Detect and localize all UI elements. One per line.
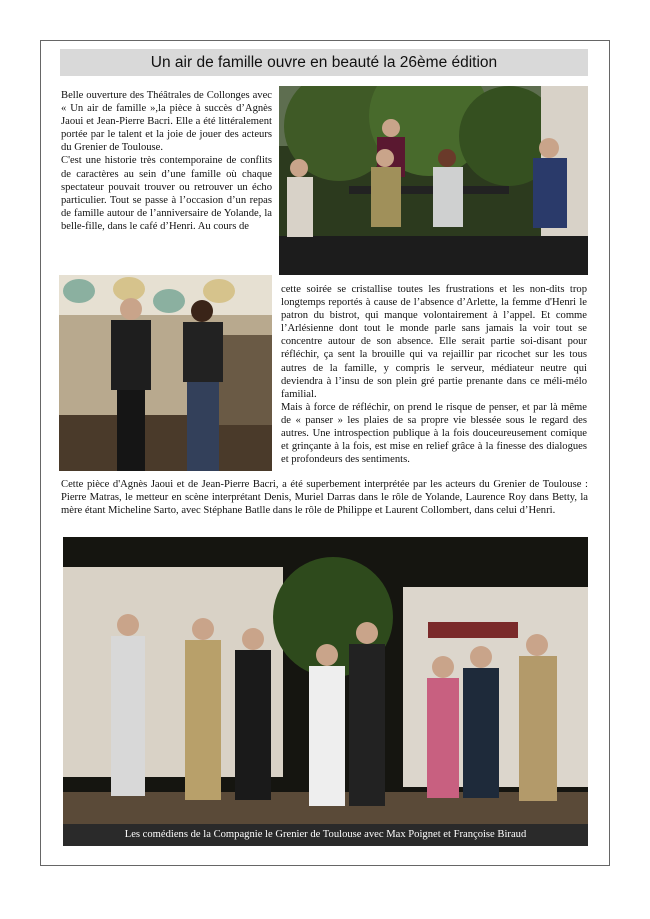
- text-column-right: [281, 283, 587, 466]
- photo-caption: Les comédiens de la Compagnie le Grenier de Toulouse avec Max Poignet et Françoise Biraud: [63, 824, 588, 846]
- photo-cast-stage: [63, 537, 588, 824]
- text-column-left: [61, 89, 272, 233]
- paragraph-cast: Cette pièce d'Agnès Jaoui et de Jean-Pierre Bacri, a été superbement interprétée par les acteurs du Grenier de Toulouse : Pierre Matras, le metteur en scène interprétant Denis, Muriel Darras dans le rôle de Yolande, Laurence Roy dans Betty, la mère étant Micheline Sarto, avec Stéphane Batlle dans le rôle de Philippe et Laurent Collombert, dans celui d’Henri.: [61, 479, 588, 517]
- paragraph-story: C'est une historie très contemporaine de conflits de caractères au sein d’une famille où chaque spectateur pouvait trouver ou retrouver un écho particulier. Tout se passe à l’occasion d’un repas de famille autour de l’anniversaire de Yolande, la belle-fille, dans le café d’Henri. Au cours de: [61, 155, 272, 232]
- paragraph-intro: Belle ouverture des Théâtrales de Collonges avec « Un air de famille »,la pièce à succès d’Agnès Jaoui et Jean-Pierre Bacri. Elle a été littéralement portée par le talent et la joie de jouer des acteurs du Grenier de Toulouse.: [61, 90, 272, 154]
- paragraph-evening: cette soirée se cristallise toutes les frustrations et les non-dits trop longtemps reportés à cause de l’absence d’Arlette, la femme d'Henri le patron du bistrot, qui manque volontairement à l’appel. Et comme l’Arlésienne dont tout le monde parle sans jamais la voir tout se concentre autour de son absence. Elle serait partie soi-disant pour réfléchir, ça sent la brouille qui va rejaillir par ricochet sur les tous autres de la famille, y compris le serveur, médiateur neutre qui deviendra à l’insu de son plein gré partie prenante dans ce méli-mélo familial.: [281, 284, 587, 400]
- photo-couple-cafe: [59, 275, 272, 471]
- article-title: Un air de famille ouvre en beauté la 26ème édition: [150, 54, 498, 71]
- paragraph-reflection: Mais à force de réfléchir, on prend le risque de penser, et par là même de « panser » les plaies de sa propre vie blessée sous le regard des autres. Une introspection publique à la fois douceureusement comique et grinçante à la fois, est mise en relief grâce à la finesse des dialogues et profondeurs des sentiments.: [281, 401, 587, 466]
- photo-stage-table: [279, 86, 588, 275]
- text-full-width: [61, 478, 588, 517]
